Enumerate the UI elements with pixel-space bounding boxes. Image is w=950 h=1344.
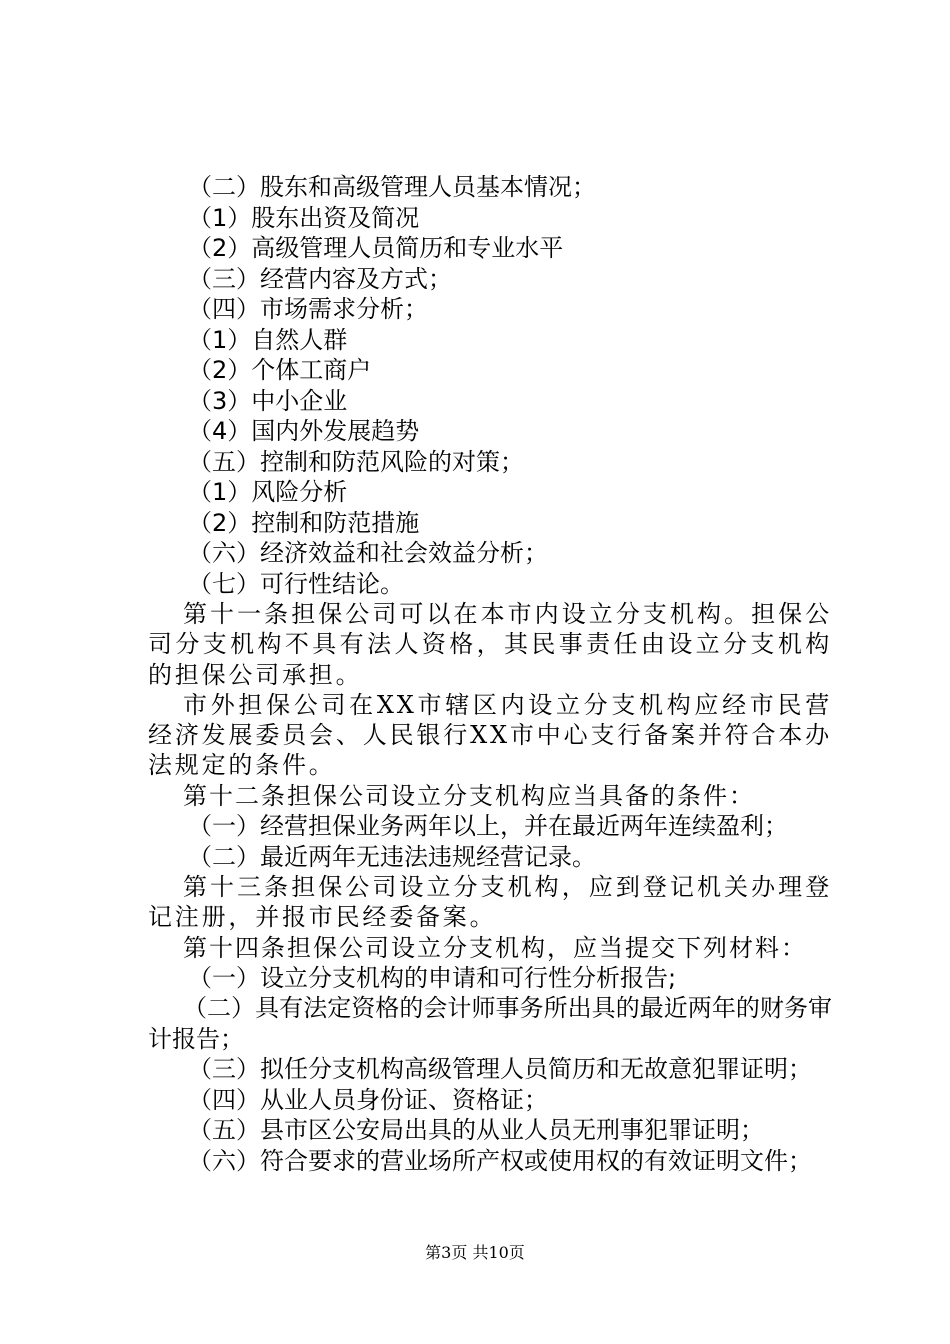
article-14-item: （六）符合要求的营业场所产权或使用权的有效证明文件；	[188, 1146, 812, 1175]
list-item: （三）经营内容及方式；	[188, 264, 452, 293]
article-12-item: （二）最近两年无违法违规经营记录。	[188, 842, 596, 871]
article-14-item: （一）设立分支机构的申请和可行性分析报告;	[188, 963, 677, 992]
list-item: （六）经济效益和社会效益分析；	[188, 539, 548, 567]
list-item: （五）控制和防范风险的对策；	[188, 447, 524, 476]
list-item: （七）可行性结论。	[188, 569, 404, 598]
list-item: （1）自然人群	[188, 325, 348, 354]
article-11-paragraph: 第十一条担保公司可以在本市内设立分支机构。担保公司分支机构不具有法人资格，其民事责任由设立分支机构的担保公司承担。	[148, 600, 832, 689]
list-item: （2）个体工商户	[188, 356, 372, 384]
list-item: （1）股东出资及简况	[188, 203, 420, 232]
list-item: （四）市场需求分析；	[188, 295, 428, 323]
article-13-paragraph: 第十三条担保公司设立分支机构，应到登记机关办理登记注册，并报市民经委备案。	[148, 873, 832, 932]
article-14-item: （二）具有法定资格的会计师事务所出具的最近两年的财务审计报告；	[148, 994, 832, 1053]
article-12-item: （一）经营担保业务两年以上，并在最近两年连续盈利；	[188, 812, 788, 841]
list-item: （二）股东和高级管理人员基本情况；	[188, 173, 596, 201]
article-14-heading: 第十四条担保公司设立分支机构，应当提交下列材料：	[183, 933, 807, 962]
list-item: （3）中小企业	[188, 386, 348, 415]
list-item: （1）风险分析	[188, 478, 348, 506]
list-item: （2）高级管理人员简历和专业水平	[188, 234, 564, 262]
article-11-second-paragraph: 市外担保公司在XX市辖区内设立分支机构应经市民营经济发展委员会、人民银行XX市中心支行备案并符合本办法规定的条件。	[148, 690, 832, 780]
article-12-heading: 第十二条担保公司设立分支机构应当具备的条件：	[183, 781, 755, 810]
list-item: （2）控制和防范措施	[188, 508, 420, 537]
article-14-item: （三）拟任分支机构高级管理人员简历和无故意犯罪证明；	[188, 1055, 812, 1084]
list-item: （4）国内外发展趋势	[188, 417, 420, 445]
article-14-item: （四）从业人员身份证、资格证；	[188, 1085, 548, 1114]
article-14-item: （五）县市区公安局出具的从业人员无刑事犯罪证明；	[188, 1116, 764, 1145]
page-number-footer: 第3页 共10页	[425, 1243, 525, 1262]
document-body	[148, 172, 832, 1176]
